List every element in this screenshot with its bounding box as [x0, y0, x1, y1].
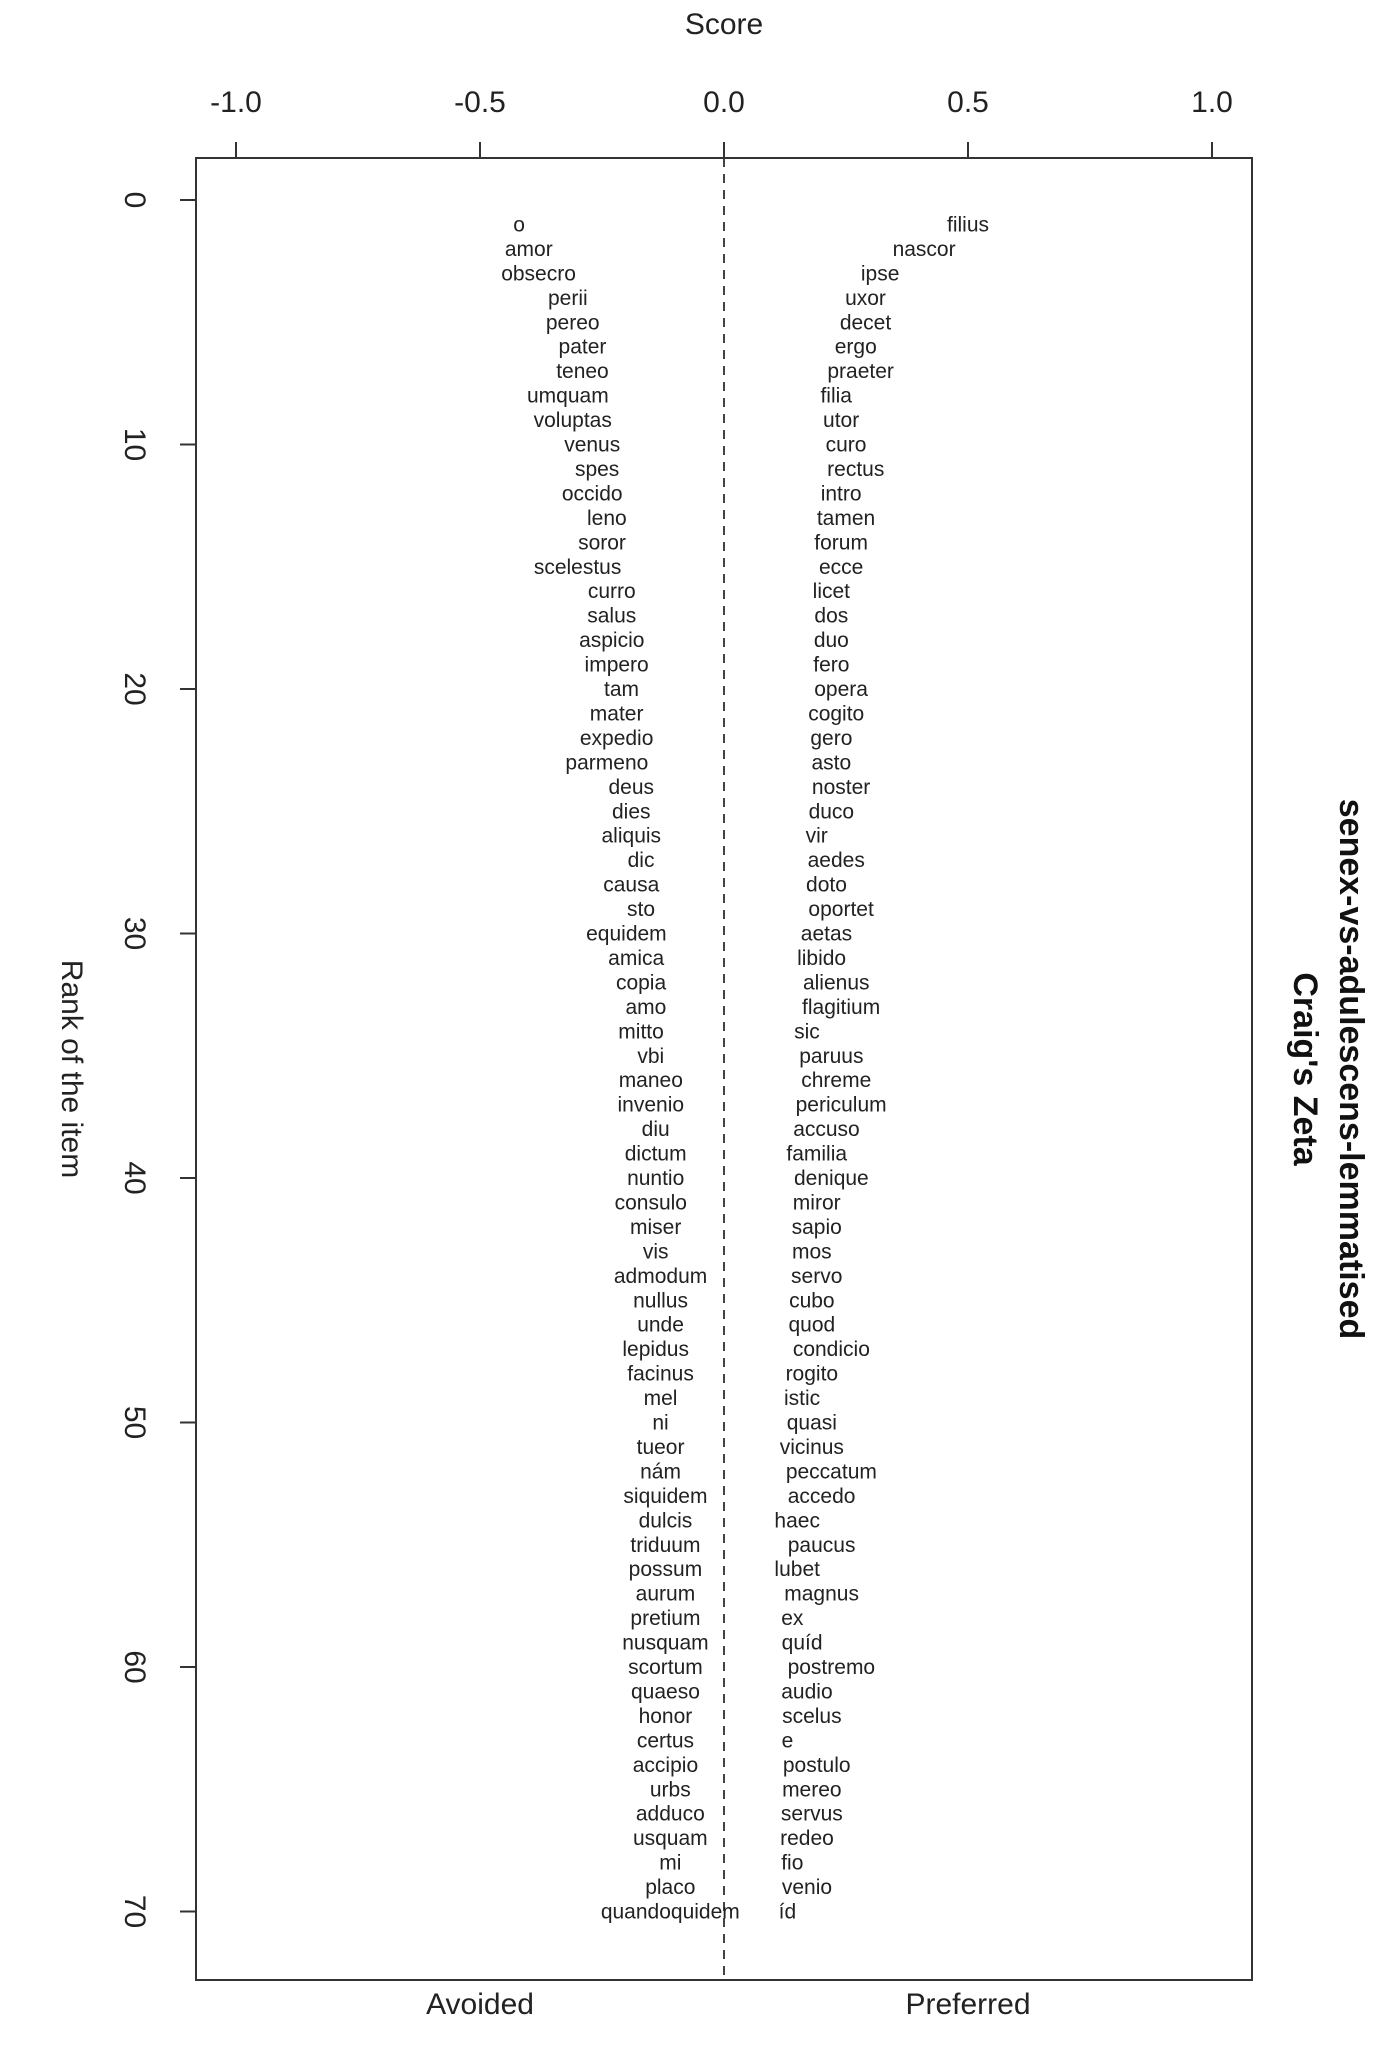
preferred-word: duo	[813, 629, 849, 653]
avoided-word: mi	[659, 1851, 682, 1875]
x-axis-label: Score	[684, 8, 764, 41]
avoided-word: quaeso	[630, 1680, 700, 1704]
preferred-word: doto	[806, 873, 847, 897]
avoided-word: expedio	[579, 726, 654, 750]
preferred-word: chreme	[801, 1069, 872, 1093]
preferred-word: audio	[781, 1680, 833, 1704]
avoided-word: salus	[587, 604, 637, 628]
avoided-word: honor	[638, 1704, 693, 1728]
preferred-word: quíd	[781, 1631, 823, 1655]
avoided-word: parmeno	[565, 751, 649, 775]
avoided-word: soror	[578, 531, 626, 555]
avoided-word: nuntio	[627, 1167, 685, 1190]
preferred-word: lubet	[774, 1558, 820, 1582]
avoided-word: voluptas	[533, 409, 612, 433]
preferred-word: quod	[788, 1313, 836, 1337]
preferred-word: cubo	[789, 1289, 835, 1313]
y-tick-label: 30	[118, 916, 151, 951]
preferred-word: praeter	[827, 360, 894, 384]
preferred-word: peccatum	[785, 1460, 877, 1484]
preferred-word: uxor	[845, 286, 886, 310]
preferred-word: mos	[791, 1240, 832, 1264]
preferred-word: íd	[778, 1900, 797, 1924]
y-axis	[118, 192, 196, 1929]
preferred-word: opera	[814, 678, 868, 701]
avoided-word: mater	[589, 702, 644, 726]
preferred-word: condicio	[792, 1338, 870, 1362]
avoided-word: maneo	[618, 1069, 683, 1093]
avoided-word: triduum	[630, 1533, 701, 1557]
preferred-word: noster	[811, 775, 871, 799]
y-tick-label: 20	[118, 672, 151, 706]
avoided-word: umquam	[526, 384, 609, 408]
avoided-word: teneo	[556, 360, 609, 384]
x-tick-label: 1.0	[1191, 86, 1233, 119]
avoided-word: pater	[558, 335, 607, 359]
avoided-word: mitto	[618, 1020, 664, 1044]
x-tick-label: 0.5	[947, 86, 989, 119]
preferred-word: sapio	[791, 1215, 842, 1239]
avoided-word: sto	[627, 898, 656, 922]
avoided-word: admodum	[613, 1264, 708, 1288]
preferred-word: paruus	[799, 1044, 864, 1068]
preferred-word: postulo	[782, 1753, 851, 1777]
avoided-word: diu	[641, 1118, 670, 1142]
y-tick-label: 10	[118, 427, 151, 462]
preferred-word: filia	[820, 384, 852, 408]
avoided-word: invenio	[617, 1093, 685, 1117]
preferred-word: accedo	[787, 1484, 856, 1508]
avoided-word: aurum	[635, 1582, 696, 1606]
x-axis	[210, 86, 1233, 158]
preferred-word: libido	[797, 946, 847, 970]
avoided-word: tam	[604, 678, 640, 701]
avoided-word: consulo	[614, 1191, 687, 1215]
preferred-word: ergo	[834, 335, 877, 359]
preferred-word: curo	[825, 433, 867, 457]
preferred-word: scelus	[782, 1704, 842, 1728]
avoided-word: vis	[642, 1240, 669, 1264]
avoided-word: usquam	[632, 1827, 708, 1851]
avoided-word: miser	[630, 1215, 682, 1239]
avoided-word: dies	[612, 800, 651, 824]
preferred-word: paucus	[787, 1533, 856, 1557]
avoided-word: dictum	[624, 1142, 687, 1166]
preferred-word: accuso	[793, 1118, 860, 1142]
avoided-word: pretium	[630, 1607, 701, 1631]
avoided-word: certus	[636, 1729, 695, 1753]
avoided-word: obsecro	[501, 262, 576, 286]
avoided-word: equidem	[586, 922, 667, 946]
preferred-word: familia	[786, 1142, 848, 1166]
avoided-word: facinus	[627, 1362, 694, 1386]
avoided-word: quandoquidem	[600, 1900, 740, 1924]
preferred-word: duco	[808, 800, 855, 824]
y-tick-label: 0	[118, 191, 151, 209]
avoided-word: nusquam	[622, 1631, 709, 1655]
avoided-word: possum	[628, 1558, 703, 1582]
preferred-word: aetas	[800, 922, 853, 946]
preferred-word: nascor	[892, 237, 956, 261]
preferred-word: periculum	[795, 1093, 887, 1117]
preferred-word: utor	[823, 409, 860, 433]
y-tick-label: 70	[118, 1894, 151, 1929]
preferred-word: miror	[792, 1191, 841, 1215]
avoided-word: amo	[625, 995, 667, 1019]
preferred-word: intro	[820, 482, 862, 506]
avoided-word: o	[513, 213, 525, 237]
avoided-word: occido	[561, 482, 623, 506]
y-axis-label: Rank of the item	[55, 959, 88, 1179]
preferred-word: mereo	[782, 1778, 842, 1802]
preferred-word: gero	[810, 726, 853, 750]
avoided-word: amica	[608, 946, 665, 970]
preferred-label: Preferred	[905, 1988, 1031, 2021]
chart-title: senex-vs-adulescens-lemmatised	[1332, 798, 1370, 1340]
preferred-word: postremo	[787, 1656, 876, 1679]
preferred-word: redeo	[780, 1827, 834, 1851]
avoided-word: causa	[603, 873, 660, 897]
preferred-word: tamen	[816, 506, 876, 530]
avoided-word: accipio	[632, 1753, 699, 1777]
avoided-word: aspicio	[579, 629, 645, 653]
preferred-word: magnus	[784, 1582, 859, 1606]
avoided-word: curro	[587, 580, 636, 604]
chart-subtitle: Craig's Zeta	[1286, 972, 1324, 1166]
avoided-word: impero	[584, 653, 649, 677]
preferred-word: haec	[774, 1509, 820, 1533]
avoided-word: adduco	[635, 1802, 705, 1826]
x-tick-label: 0.0	[703, 86, 745, 119]
preferred-word: istic	[783, 1387, 821, 1411]
preferred-word: oportet	[808, 898, 874, 922]
avoided-word: mel	[643, 1387, 678, 1411]
avoided-word: nullus	[633, 1289, 688, 1313]
avoided-word: urbs	[649, 1778, 691, 1802]
avoided-word: venus	[564, 433, 621, 457]
avoided-word: tueor	[636, 1435, 685, 1459]
preferred-word: fio	[781, 1851, 804, 1875]
avoided-word: unde	[637, 1313, 684, 1337]
avoided-word: siquidem	[623, 1484, 708, 1508]
preferred-word: rectus	[827, 457, 885, 481]
preferred-word: quasi	[786, 1411, 837, 1435]
preferred-word: ecce	[818, 555, 864, 579]
preferred-word: ipse	[860, 262, 900, 286]
avoided-word: placo	[645, 1876, 696, 1900]
preferred-word: licet	[812, 580, 851, 604]
avoided-word: aliquis	[601, 824, 662, 848]
preferred-word: fero	[813, 653, 850, 677]
avoided-word: leno	[587, 506, 627, 530]
avoided-word: nám	[640, 1460, 681, 1484]
preferred-word: ex	[781, 1607, 804, 1631]
avoided-word: perii	[547, 286, 588, 310]
y-tick-label: 40	[118, 1161, 151, 1195]
avoided-label: Avoided	[426, 1988, 534, 2021]
preferred-word: sic	[794, 1020, 820, 1044]
avoided-word: ni	[652, 1411, 669, 1435]
preferred-word: filius	[946, 213, 990, 237]
preferred-word: asto	[811, 751, 852, 775]
preferred-word: decet	[839, 311, 892, 335]
y-tick-label: 50	[118, 1405, 151, 1440]
preferred-word: vicinus	[779, 1435, 844, 1459]
preferred-word: alienus	[802, 971, 870, 995]
y-tick-label: 60	[118, 1650, 151, 1684]
preferred-word: servo	[791, 1264, 843, 1288]
avoided-word: pereo	[545, 311, 600, 335]
preferred-word: denique	[793, 1167, 869, 1190]
avoided-word: deus	[608, 775, 655, 799]
preferred-word: dos	[814, 604, 849, 628]
avoided-word: dulcis	[638, 1509, 693, 1533]
preferred-word: flagitium	[802, 995, 881, 1019]
preferred-word: venio	[781, 1876, 833, 1900]
preferred-word: vir	[805, 824, 828, 848]
x-tick-label: -1.0	[210, 86, 262, 119]
preferred-word: servus	[780, 1802, 843, 1826]
word-labels	[501, 213, 989, 1923]
avoided-word: copia	[615, 971, 667, 995]
preferred-word: e	[781, 1729, 794, 1753]
avoided-word: amor	[504, 237, 553, 261]
preferred-word: forum	[814, 531, 868, 555]
avoided-word: dic	[627, 849, 655, 873]
preferred-word: aedes	[807, 849, 865, 873]
x-tick-label: -0.5	[454, 86, 506, 119]
avoided-word: lepidus	[622, 1338, 689, 1362]
preferred-word: rogito	[785, 1362, 839, 1386]
avoided-word: vbi	[637, 1044, 665, 1068]
avoided-word: scelestus	[533, 555, 622, 579]
avoided-word: spes	[574, 457, 620, 481]
avoided-word: scortum	[628, 1656, 703, 1679]
preferred-word: cogito	[808, 702, 865, 726]
